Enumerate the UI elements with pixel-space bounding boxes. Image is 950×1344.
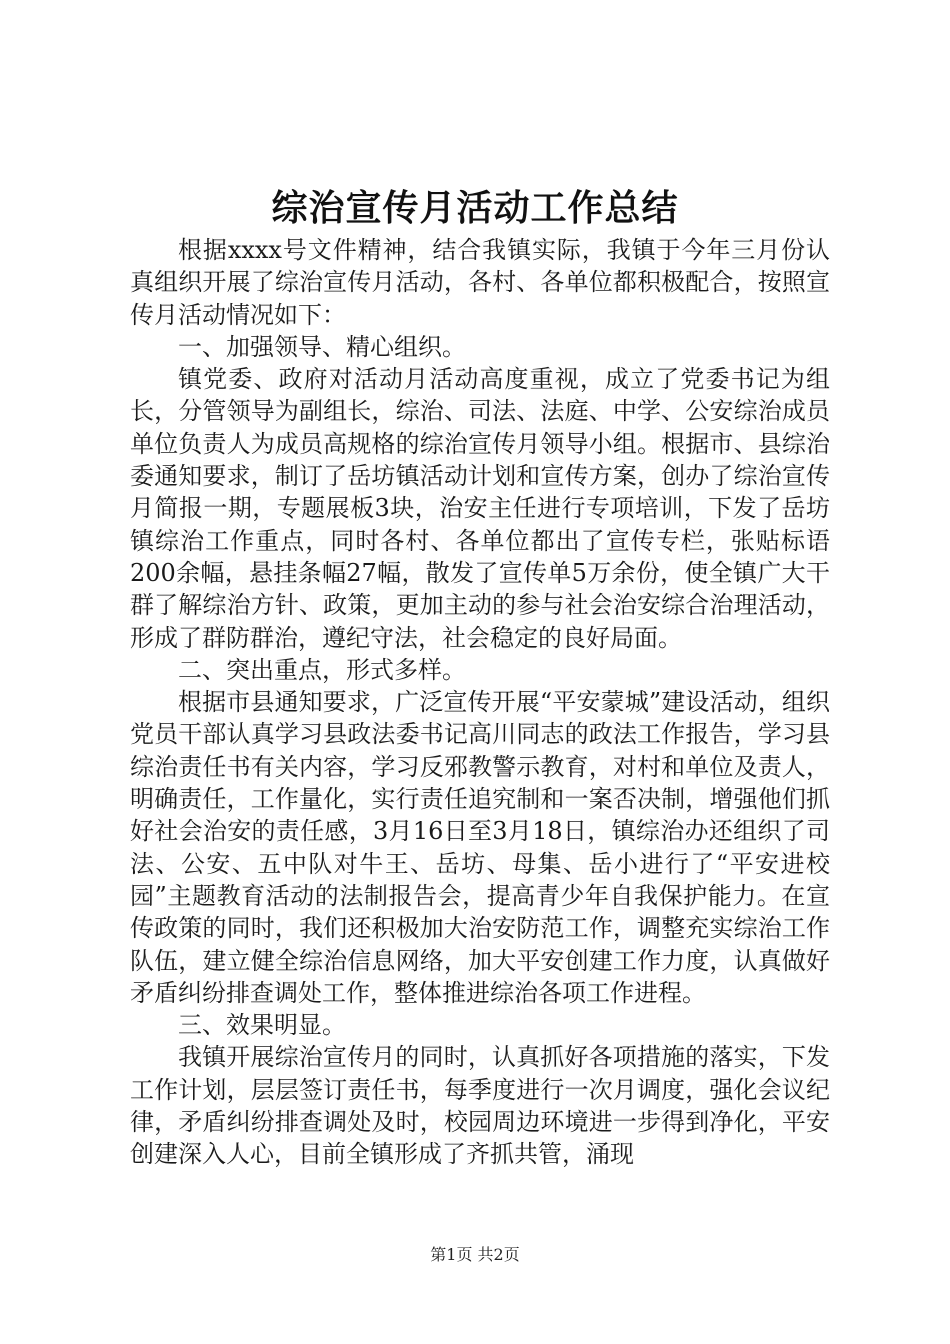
- intro-paragraph: 根据xxxx号文件精神，结合我镇实际，我镇于今年三月份认真组织开展了综治宣传月活动，各村、各单位都积极配合，按照宣传月活动情况如下：: [130, 236, 830, 329]
- section-paragraph-1: 镇党委、政府对活动月活动高度重视，成立了党委书记为组长，分管领导为副组长，综治、司法、法庭、中学、公安综治成员单位负责人为成员高规格的综治宣传月领导小组。根据市、县综治委通知要求，制订了岳坊镇活动计划和宣传方案，创办了综治宣传月简报一期，专题展板3块，治安主任进行专项培训，下发了岳坊镇综治工作重点，同时各村、各单位都出了宣传专栏，张贴标语200余幅，悬挂条幅27幅，散发了宣传单5万余份，使全镇广大干群了解综治方针、政策，更加主动的参与社会治安综合治理活动，形成了群防群治，遵纪守法，社会稳定的良好局面。: [130, 365, 830, 652]
- page-number-footer: 第1页 共2页: [430, 1245, 520, 1264]
- section-heading-3: 三、效果明显。: [178, 1011, 346, 1040]
- document-body: [130, 234, 830, 1171]
- section-paragraph-3: 我镇开展综治宣传月的同时，认真抓好各项措施的落实，下发工作计划，层层签订责任书，每季度进行一次月调度，强化会议纪律，矛盾纠纷排查调处及时，校园周边环境进一步得到净化，平安创建深入人心，目前全镇形成了齐抓共管，涌现: [130, 1043, 830, 1169]
- section-paragraph-2: 根据市县通知要求，广泛宣传开展“平安蒙城”建设活动，组织党员干部认真学习县政法委书记高川同志的政法工作报告，学习县综治责任书有关内容，学习反邪教警示教育，对村和单位及责人，明确责任，工作量化，实行责任追究制和一案否决制，增强他们抓好社会治安的责任感，3月16日至3月18日，镇综治办还组织了司法、公安、五中队对牛王、岳坊、母集、岳小进行了“平安进校园”主题教育活动的法制报告会，提高青少年自我保护能力。在宣传政策的同时，我们还积极加大治安防范工作，调整充实综治工作队伍，建立健全综治信息网络，加大平安创建工作力度，认真做好矛盾纠纷排查调处工作，整体推进综治各项工作进程。: [130, 688, 830, 1007]
- section-heading-1: 一、加强领导、精心组织。: [178, 332, 466, 361]
- document-title: 综治宣传月活动工作总结: [271, 187, 679, 229]
- section-heading-2: 二、突出重点，形式多样。: [178, 655, 466, 684]
